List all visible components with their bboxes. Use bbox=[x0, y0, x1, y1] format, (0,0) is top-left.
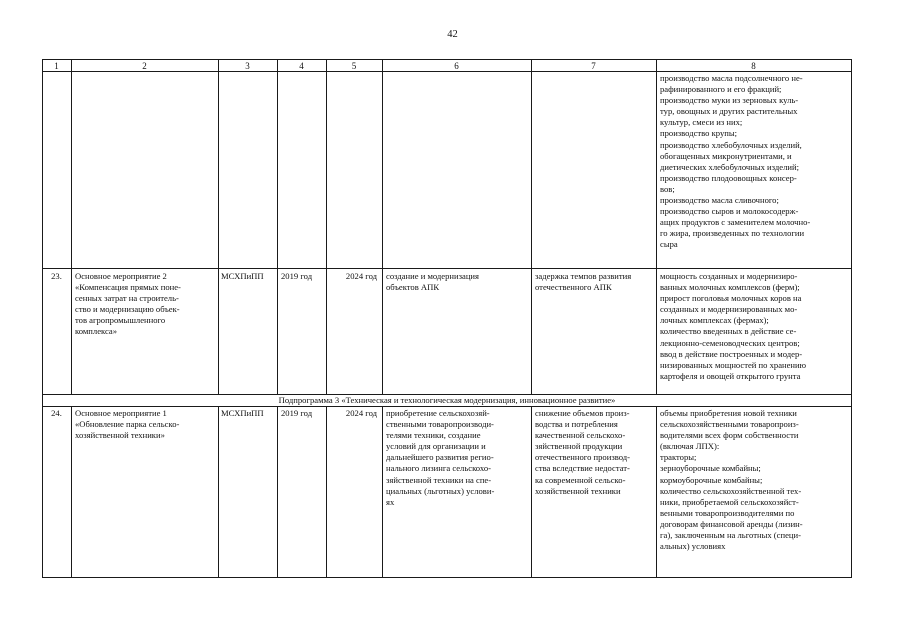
subprogram-heading: Подпрограмма 3 «Техническая и технологическая модернизация, инновационное развитие» bbox=[278, 395, 616, 405]
column-divider bbox=[71, 59, 72, 395]
row-divider bbox=[42, 406, 852, 407]
indicators-cell: мощность созданных и модернизиро- ванных молочных комплексов (ферм); прирост поголовья молочных коров на созданных и модернизированных мо- лочных комплексах (фермах); количество введенных в действие се- лекционно-семеноводческих центров; ввод в действие построенных и модер- низированных мощностей по хранению картофеля и овощей открытого грунта bbox=[660, 271, 807, 381]
column-divider bbox=[326, 59, 327, 395]
column-divider bbox=[218, 406, 219, 578]
column-number-4: 4 bbox=[299, 60, 304, 71]
column-divider bbox=[656, 406, 657, 578]
consequences-cell: снижение объемов произ- водства и потребления качественной сельскохо- зяйственной продукции отечественного производ- ства вследствие недостат- ка современной сельско- хозяйственной техники bbox=[535, 408, 631, 496]
end-year-cell: 2024 год bbox=[345, 271, 377, 281]
measure-name-cell: Основное мероприятие 2 «Компенсация прямых поне- сенных затрат на строитель- ство и модернизацию объек- тов агропромышленного комплекса» bbox=[75, 271, 181, 337]
column-number-1: 1 bbox=[54, 60, 59, 71]
expected-result-cell: создание и модернизация объектов АПК bbox=[386, 271, 479, 293]
row-divider bbox=[42, 268, 852, 269]
column-divider bbox=[382, 59, 383, 395]
column-divider bbox=[531, 406, 532, 578]
column-divider bbox=[531, 59, 532, 395]
start-year-cell: 2019 год bbox=[281, 408, 313, 418]
row-number-cell: 24. bbox=[51, 408, 62, 418]
table-left-border bbox=[42, 59, 43, 578]
column-number-7: 7 bbox=[591, 60, 596, 71]
measure-name-cell: Основное мероприятие 1 «Обновление парка сельско- хозяйственной техники» bbox=[75, 408, 180, 441]
expected-result-cell: приобретение сельскохозяй- ственными товаропроизводи- телями техники, создание условий для организации и дальнейшего развития регио- нального лизинга сельскохо- зяйственной техники на спе- циальных (льготных) услови- ях bbox=[386, 408, 495, 507]
start-year-cell: 2019 год bbox=[281, 271, 313, 281]
column-number-6: 6 bbox=[454, 60, 459, 71]
indicators-cell: производство масла подсолнечного не- рафинированного и его фракций; производство муки из зерновых куль- тур, овощных и других растительных культур, смеси из них; производство крупы; производство хлебобулочных изделий, обогащенных микронутриентами, и диетических хлебобулочных изделий; производство плодоовощных консер- вов; производство масла сливочного; производство сыров и молокосодерж- ащих продуктов с заменителем молочно- го жира, произведенных по технологии сыра bbox=[660, 73, 811, 250]
column-number-2: 2 bbox=[142, 60, 147, 71]
column-divider bbox=[71, 406, 72, 578]
column-number-5: 5 bbox=[351, 60, 357, 71]
row-number-cell: 23. bbox=[51, 271, 62, 281]
page-number: 42 bbox=[447, 29, 458, 40]
table-bottom-border bbox=[42, 577, 852, 578]
column-divider bbox=[382, 406, 383, 578]
column-divider bbox=[326, 406, 327, 578]
header-bottom-border bbox=[42, 71, 852, 72]
indicators-cell: объемы приобретения новой техники сельскохозяйственными товаропроиз- водителями всех форм собственности (включая ЛПХ): тракторы; зерноуборочные комбайны; кормоуборочные комбайны; количество сельскохозяйственной тех- ники, приобретаемой сельскохозяйст- венными товаропроизводителями по договорам финансовой аренды (лизин- га), заключенным на льготных (специ- альных) условиях bbox=[660, 408, 803, 552]
consequences-cell: задержка темпов развития отечественного АПК bbox=[535, 271, 632, 293]
column-divider bbox=[277, 406, 278, 578]
end-year-cell: 2024 год bbox=[345, 408, 377, 418]
column-number-8: 8 bbox=[751, 60, 756, 71]
executor-cell: МСХПиПП bbox=[221, 408, 264, 418]
column-divider bbox=[656, 59, 657, 395]
executor-cell: МСХПиПП bbox=[221, 271, 264, 281]
table-right-border bbox=[851, 59, 852, 578]
column-number-3: 3 bbox=[245, 60, 250, 71]
column-divider bbox=[277, 59, 278, 395]
column-divider bbox=[218, 59, 219, 395]
